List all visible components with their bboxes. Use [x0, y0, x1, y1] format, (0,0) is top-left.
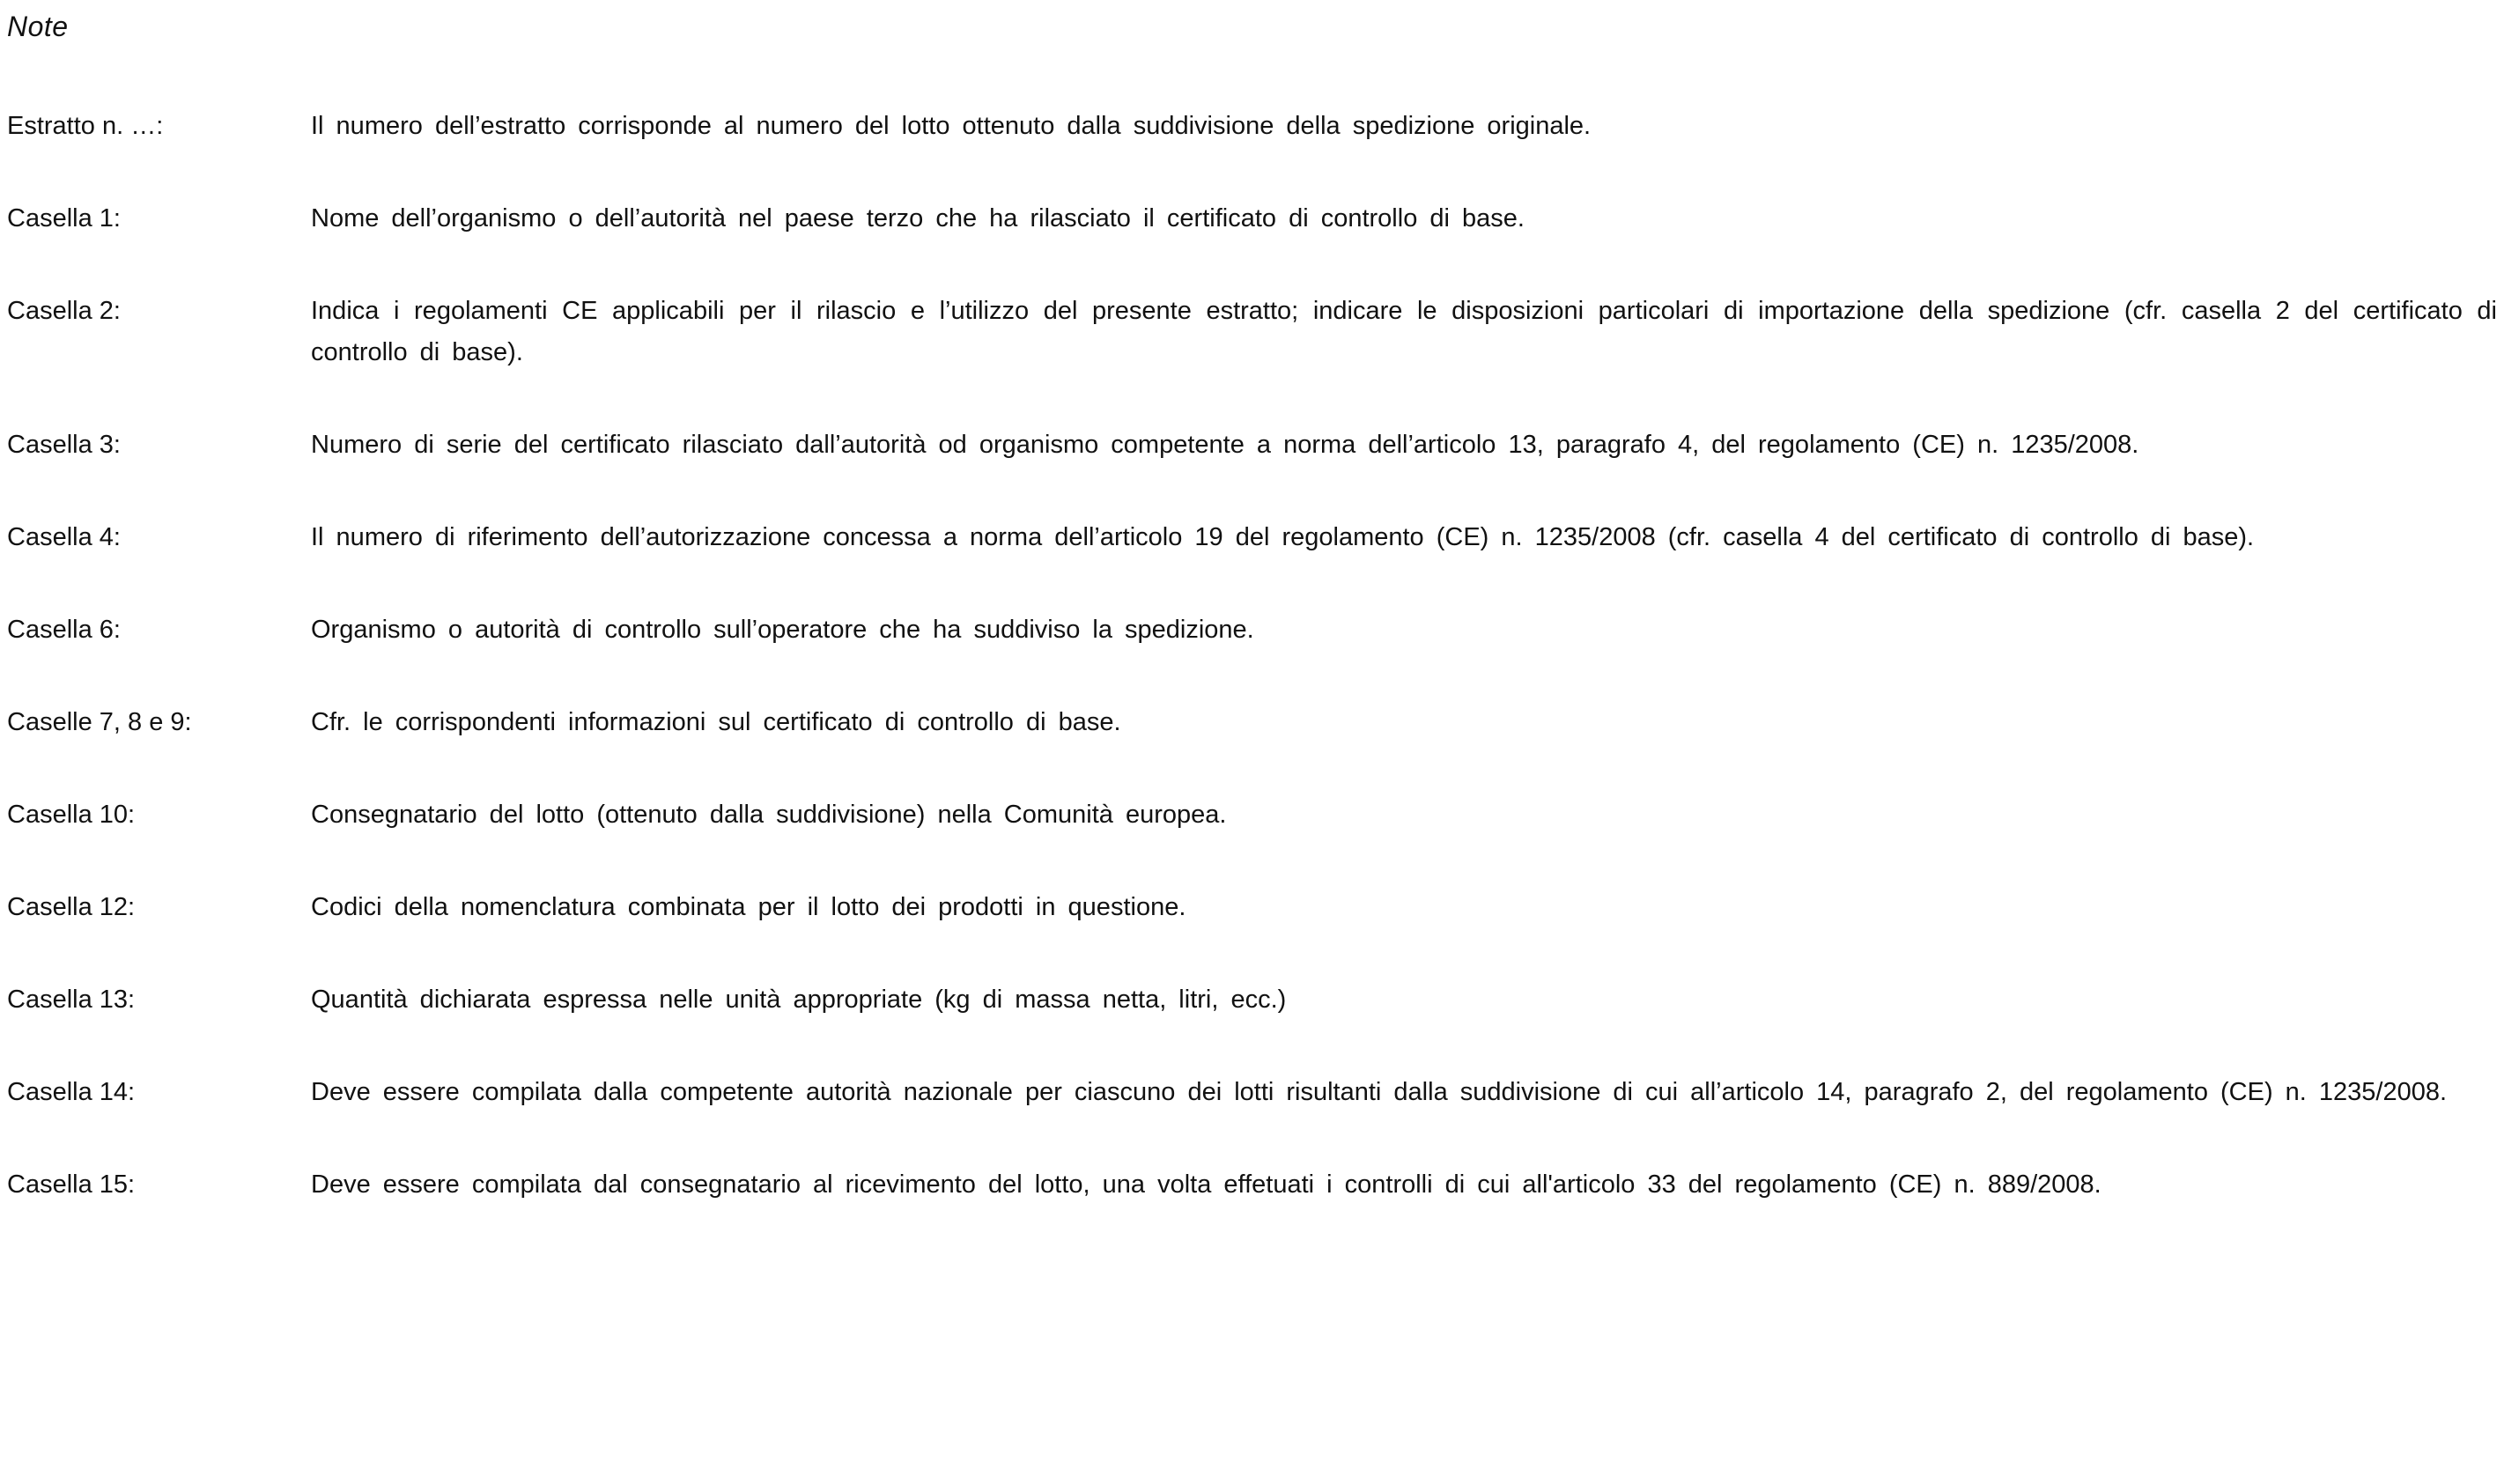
- note-entry-text: Organismo o autorità di controllo sull’operatore che ha suddiviso la spedizione.: [311, 616, 1254, 644]
- note-entry-label: Estratto n. …:: [7, 112, 164, 140]
- note-entry: [7, 198, 2497, 240]
- note-entry: [7, 794, 2497, 836]
- note-entry-label: Casella 15:: [7, 1170, 136, 1199]
- note-entry-label: Casella 4:: [7, 523, 121, 551]
- note-entry-text: Nome dell’organismo o dell’autorità nel paese terzo che ha rilasciato il certificato di controllo di base.: [311, 204, 1525, 233]
- note-entry: [7, 517, 2497, 558]
- note-entry-text: Cfr. le corrispondenti informazioni sul certificato di controllo di base.: [311, 708, 1121, 736]
- note-entry: [7, 979, 2497, 1021]
- note-entry-text: Il numero di riferimento dell’autorizzazione concessa a norma dell’articolo 19 del regolamento (CE) n. 1235/2008 (cfr. casella 4 del certificato di controllo di base).: [311, 523, 2255, 551]
- note-entry-text: Deve essere compilata dal consegnatario al ricevimento del lotto, una volta effetuati i controlli di cui all'articolo 33 del regolamento (CE) n. 889/2008.: [311, 1170, 2101, 1199]
- note-entry-text: Indica i regolamenti CE applicabili per il rilascio e l’utilizzo del presente estratto; indicare le disposizioni particolari di importazione della spedizione (cfr. casella 2 del certificato di controllo di base).: [311, 297, 2497, 366]
- note-entry-label: Casella 10:: [7, 801, 136, 829]
- note-entry: [7, 702, 2497, 743]
- note-entry-text: Numero di serie del certificato rilasciato dall’autorità od organismo competente a norma dell’articolo 13, paragrafo 4, del regolamento (CE) n. 1235/2008.: [311, 431, 2139, 459]
- note-entry-label: Casella 3:: [7, 431, 121, 459]
- note-entry-label: Casella 1:: [7, 204, 121, 233]
- note-entry-text: Consegnatario del lotto (ottenuto dalla suddivisione) nella Comunità europea.: [311, 801, 1227, 829]
- note-entry: [7, 1164, 2497, 1206]
- note-entry: [7, 609, 2497, 651]
- note-entry-label: Casella 13:: [7, 986, 136, 1014]
- note-entry: [7, 1072, 2497, 1113]
- note-entry-label: Caselle 7, 8 e 9:: [7, 708, 192, 736]
- note-entry-label: Casella 12:: [7, 893, 136, 921]
- page-title: Note: [7, 11, 69, 42]
- note-entry-text: Deve essere compilata dalla competente autorità nazionale per ciascuno dei lotti risultanti dalla suddivisione di cui all’articolo 14, paragrafo 2, del regolamento (CE) n. 1235/2008.: [311, 1078, 2448, 1106]
- note-entry-text: Quantità dichiarata espressa nelle unità appropriate (kg di massa netta, litri, ecc.): [311, 986, 1287, 1014]
- note-entry: [7, 425, 2497, 466]
- note-entry: [7, 291, 2497, 373]
- note-entry: [7, 887, 2497, 928]
- note-entry-text: Il numero dell’estratto corrisponde al numero del lotto ottenuto dalla suddivisione della spedizione originale.: [311, 112, 1592, 140]
- note-entry-label: Casella 6:: [7, 616, 121, 644]
- note-entry-label: Casella 2:: [7, 297, 121, 325]
- note-entry: [7, 106, 2497, 147]
- note-entry-text: Codici della nomenclatura combinata per il lotto dei prodotti in questione.: [311, 893, 1186, 921]
- note-entry-label: Casella 14:: [7, 1078, 136, 1106]
